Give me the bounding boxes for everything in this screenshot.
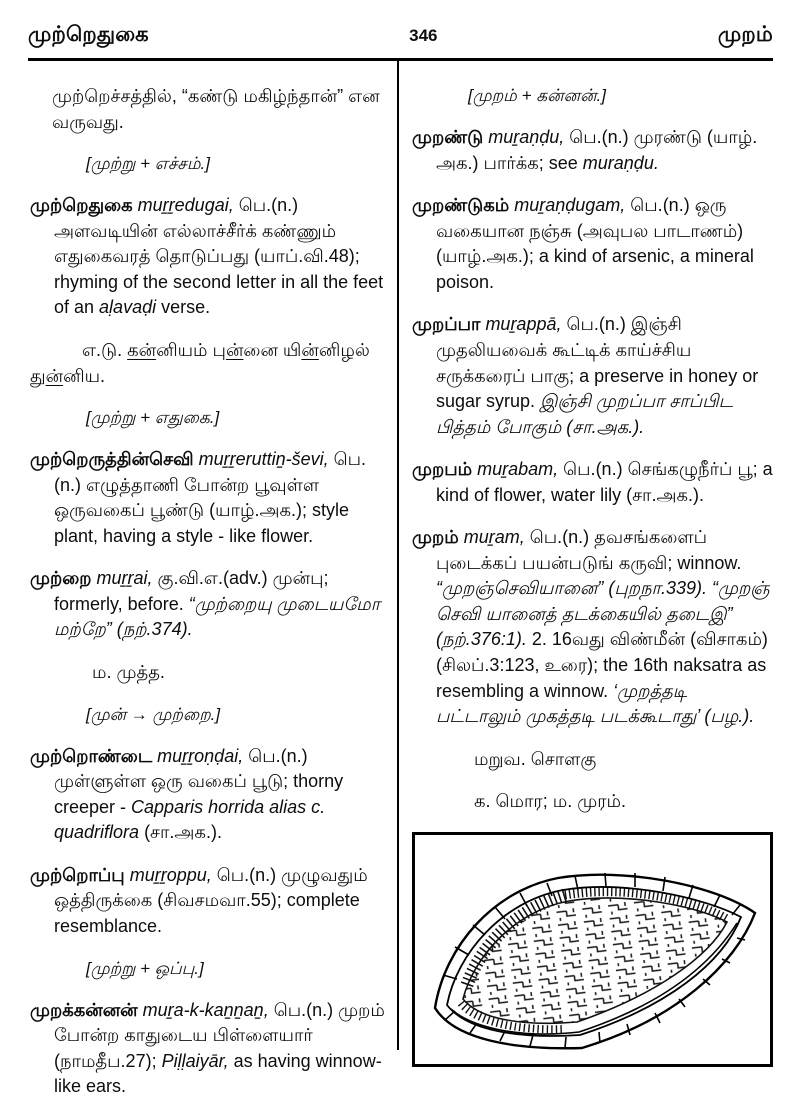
dictionary-entry (30, 193, 386, 321)
text-segment: muṟṟoppu, (129, 864, 212, 885)
illustration-frame (412, 832, 773, 1067)
text-segment: Capparis horrida alias c. quadriflora (54, 796, 326, 843)
header-guideword-left: முற்றெதுகை (28, 23, 149, 46)
text-segment: முற்றெதுகை (30, 195, 138, 216)
text-segment: ன் (301, 339, 319, 360)
text-segment: aḷavaḍi (99, 297, 157, 318)
text-segment: பெ.(n.) எழுத்தாணி போன்ற பூவுள்ள ஒருவகைப் பூண்டு (யாழ்.அக.); style plant, having a style - like flower. (54, 449, 367, 546)
text-segment: muṟaṇḍugam, (514, 195, 626, 216)
dictionary-etym (412, 84, 773, 108)
text-segment: முறண்டுகம் (412, 195, 515, 216)
text-segment: மறுவ. சொளகு (474, 748, 597, 769)
text-segment: [முற்று + ஒப்பு.] (86, 958, 204, 978)
text-segment: [முற்று + எதுகை.] (86, 408, 220, 428)
text-segment: பெ.(n.) தவசங்களைப் புடைக்கப் பயன்படுங் கருவி; winnow. (436, 527, 742, 573)
text-segment: [முறம் + கன்னன்.] (468, 86, 607, 105)
text-segment: னை யி (243, 339, 302, 360)
text-segment: முற்றொண்டை (30, 745, 158, 766)
winnow-illustration-icon (415, 835, 770, 1064)
text-segment: னியம் பு (156, 339, 226, 360)
text-segment: [முன் → முற்றை.] (86, 704, 221, 724)
text-segment: muṟabam, (477, 459, 559, 480)
text-segment: முறம் (412, 527, 464, 548)
dictionary-entry (412, 193, 773, 295)
column-divider (397, 61, 399, 1050)
text-segment: க. மொர; ம. முரம். (474, 791, 626, 812)
text-segment: ன் (225, 339, 244, 360)
text-segment: முற்றெச்சத்தில், “கண்டு மகிழ்ந்தான்” என வருவது. (52, 86, 380, 132)
text-segment: muṟappā, (485, 314, 562, 335)
text-segment: muraṇḍu. (582, 152, 659, 173)
text-segment: கன் (127, 339, 157, 360)
text-segment: பெ.(n.) ஒரு வகையான நஞ்சு (அவுபல பாடாணம்) (யாழ்.அக.); a kind of arsenic, a mineral poison. (436, 195, 754, 292)
text-segment: as having winnow-like ears. (54, 1050, 382, 1097)
dictionary-etym (30, 703, 386, 727)
text-segment: முற்றொப்பு (30, 864, 130, 885)
text-segment: muṟṟai, (96, 568, 153, 589)
dictionary-note (412, 789, 773, 815)
page-header (28, 20, 773, 50)
dictionary-entry (30, 998, 386, 1100)
dictionary-para (30, 84, 386, 135)
text-segment: எ.டு. (82, 339, 128, 360)
page-number: 346 (409, 26, 438, 45)
text-segment: பெ.(n.) முறம் போன்ற காதுடைய பிள்ளையார் (நாமதீப.27); (54, 999, 385, 1071)
dictionary-entry (412, 125, 773, 176)
left-column (30, 84, 386, 1100)
dictionary-etym (30, 406, 386, 430)
text-segment: கு.வி.எ.(adv.) முன்பு; formerly, before. (54, 568, 329, 614)
text-segment: verse. (156, 297, 211, 318)
text-segment: னிழல் து (30, 339, 370, 386)
text-segment: ன் (45, 365, 64, 386)
text-segment: “முறஞ்செவியானை” (புறநா.339). “முறஞ் செவி யானைத் தடக்கையில் தடைஇ” (நற்.376:1). (436, 578, 770, 650)
text-segment: “முற்றையு முடையமோ மற்றே” (நற்.374). (54, 593, 381, 640)
dictionary-entry (412, 457, 773, 508)
text-segment: muṟṟeruttiṉ-ševi, (198, 449, 329, 470)
text-segment: [முற்று + எச்சம்.] (86, 154, 210, 174)
text-segment: பெ.(n.) அளவடியின் எல்லாச்சீர்க் கண்ணும் எதுகைவரத் தொடுப்பது (யாப்.வி.48); rhyming of the second letter in all the feet of an (54, 195, 384, 318)
text-segment: Piḷḷaiyār, (161, 1050, 229, 1071)
text-segment: இஞ்சி முறப்பா சாப்பிட பித்தம் போகும் (சா.அக.). (436, 391, 733, 437)
text-segment: முறப்பா (412, 314, 486, 335)
text-segment: முறபம் (412, 459, 478, 480)
text-segment: ம. முத்த. (92, 662, 165, 682)
dictionary-example (30, 338, 386, 389)
text-segment: பெ.(n.) இஞ்சி முதலியவைக் கூட்டிக் காய்ச்சிய சருக்கரைப் பாகு; a preserve in honey or sugar syrup. (436, 314, 759, 412)
text-segment: muṟaṇḍu, (488, 127, 565, 148)
text-segment: (சா.அக.). (139, 822, 222, 843)
dictionary-entry (412, 312, 773, 440)
right-column (412, 84, 773, 1067)
header-rule (28, 58, 773, 61)
text-segment: muṟṟedugai, (137, 195, 234, 216)
dictionary-etym (30, 152, 386, 176)
dictionary-note (412, 747, 773, 773)
text-segment: பெ.(n.) செங்கழுநீர்ப் பூ; a kind of flower, water lily (சா.அக.). (436, 459, 773, 505)
text-segment: muṟṟoṇḍai, (157, 745, 244, 766)
text-segment: muṟa-k-kaṉṉaṉ, (142, 999, 269, 1020)
text-segment: பெ.(n.) முரண்டு (யாழ். அக.) பார்க்க; see (436, 127, 758, 173)
text-segment: muṟam, (463, 527, 525, 548)
header-guideword-right: முறம் (717, 23, 773, 46)
text-segment: னிய. (63, 365, 106, 386)
dictionary-etym (30, 957, 386, 981)
text-segment: முற்றை (30, 568, 97, 589)
text-segment: ‘முறத்தடி பட்டாலும் முகத்தடி படக்கூடாது’ (பழ.). (436, 680, 755, 727)
dictionary-entry (412, 525, 773, 729)
dictionary-note (30, 660, 386, 686)
text-segment: முறக்கன்னன் (30, 999, 143, 1020)
dictionary-entry (30, 566, 386, 643)
dictionary-entry (30, 447, 386, 549)
text-segment: முறண்டு (412, 127, 489, 148)
dictionary-entry (30, 744, 386, 846)
text-segment: முற்றெருத்தின்செவி (30, 449, 199, 470)
dictionary-entry (30, 863, 386, 940)
text-segment: பெ.(n.) முழுவதும் ஒத்திருக்கை (சிவசமவா.55); complete resemblance. (54, 864, 368, 936)
text-segment: 2. 16வது விண்மீன் (விசாகம்) (சிலப்.3:123, உரை); the 16th naksatra as resembling a winnow. (436, 629, 768, 701)
text-segment: பெ.(n.) முள்ளுள்ள ஒரு வகைப் பூடு; thorny creeper - (54, 745, 344, 817)
